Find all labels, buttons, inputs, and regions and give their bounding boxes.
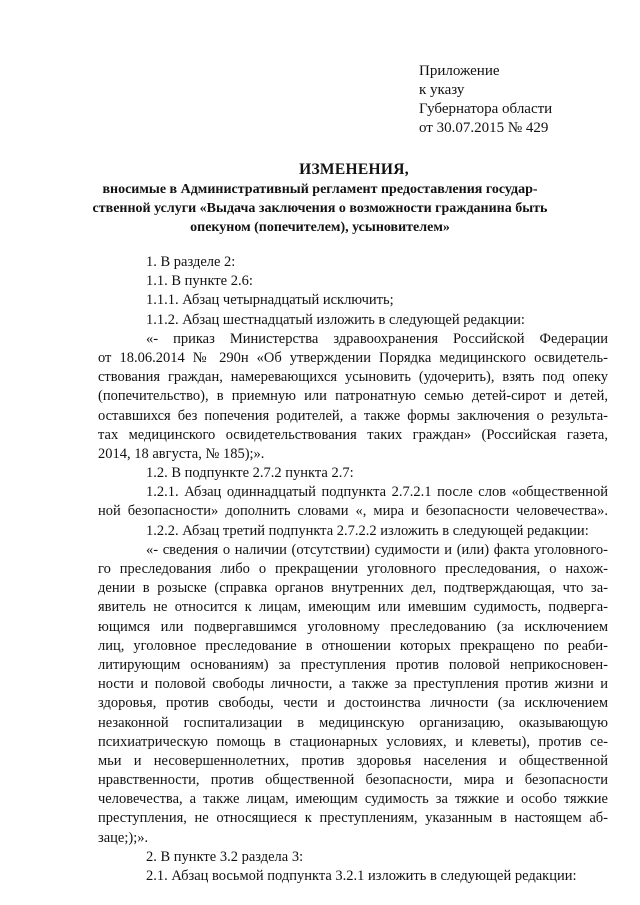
body-line: преступления, не относящиеся к преступлениям, указанным в настоящем аб-: [98, 810, 608, 827]
body-line: 1.2.1. Абзац одиннадцатый подпункта 2.7.2.1 после слов «общественной: [146, 484, 608, 501]
appendix-line: от 30.07.2015 № 429: [419, 120, 549, 136]
body-line: ющимся или подвергавшимся уголовному преследованию (за исключением: [98, 618, 608, 635]
title-heading: ИЗМЕНЕНИЯ,: [299, 161, 409, 178]
body-line: литирующим основаниям) за преступления против половой неприкосновен-: [98, 656, 608, 673]
body-line: явитель не относится к лицам, имеющим или имевшим судимость, подверга-: [98, 599, 608, 616]
body-line: 1.1. В пункте 2.6:: [146, 273, 253, 290]
body-line: (попечительство), в приемную или патронатную семью детей-сирот и детей,: [98, 388, 608, 405]
body-line: 1.2.2. Абзац третий подпункта 2.7.2.2 изложить в следующей редакции:: [146, 522, 589, 539]
body-line: «- сведения о наличии (отсутствии) судимости и (или) факта уголовного-: [146, 541, 608, 558]
body-line: ствования граждан, намеревающихся усыновить (удочерить), взять под опеку: [98, 369, 608, 386]
appendix-header: [419, 62, 552, 138]
body-line: ности и половой свободы личности, а также за преступления против жизни и: [98, 676, 608, 693]
body-line: «- приказ Министерства здравоохранения Российской Федерации: [146, 330, 608, 347]
body-line: незаконной госпитализации в медицинскую организацию, оказывающую: [98, 714, 608, 731]
title-subline: вносимые в Административный регламент предоставления государ-: [102, 182, 538, 197]
body-line: 2014, 18 августа, № 185);».: [98, 445, 265, 462]
appendix-line: Губернатора области: [419, 101, 553, 117]
title-subline: ственной услуги «Выдача заключения о возможности гражданина быть: [92, 201, 548, 216]
body-line: здоровья, против свободы, чести и достоинства личности (за исключением: [98, 695, 608, 712]
document-title: [0, 160, 640, 237]
body-line: 1.2. В подпункте 2.7.2 пункта 2.7:: [146, 465, 354, 482]
body-line: человечества, а также лицам, имеющим судимость за тяжкие и особо тяжкие: [98, 791, 608, 808]
body-line: тах медицинского освидетельствования таких граждан» (Российская газета,: [98, 426, 608, 443]
body-line: ной безопасности» дополнить словами «, мира и безопасности человечества».: [98, 503, 608, 520]
body-line: 2. В пункте 3.2 раздела 3:: [146, 848, 304, 865]
body-line: оставшихся без попечения родителей, а также формы заключения о результа-: [98, 407, 608, 424]
title-subline: опекуном (попечителем), усыновителем»: [190, 220, 450, 235]
body-line: 1.1.1. Абзац четырнадцатый исключить;: [146, 292, 394, 309]
body-line: 1.1.2. Абзац шестнадцатый изложить в следующей редакции:: [146, 311, 525, 328]
body-line: нравственности, против общественной безопасности, мира и безопасности: [98, 772, 608, 789]
document-body: [98, 253, 608, 886]
appendix-line: Приложение: [419, 63, 500, 79]
body-line: дении в розыске (справка органов внутренних дел, подтверждающая, что за-: [98, 580, 608, 597]
appendix-line: к указу: [419, 82, 465, 98]
body-line: психиатрическую помощь в стационарных условиях, и клеветы), против се-: [98, 733, 608, 750]
body-line: мьи и несовершеннолетних, против здоровья населения и общественной: [98, 752, 608, 769]
body-line: лиц, уголовное преследование в отношении которых прекращено по реаби-: [98, 637, 608, 654]
body-line: 2.1. Абзац восьмой подпункта 3.2.1 изложить в следующей редакции:: [146, 868, 577, 884]
body-line: от 18.06.2014 № 290н «Об утверждении Порядка медицинского освидетель-: [98, 349, 608, 366]
body-line: зацe;);».: [98, 829, 149, 846]
body-line: 1. В разделе 2:: [146, 254, 236, 270]
body-line: го преследования либо о прекращении уголовного преследования, о нахож-: [98, 561, 608, 577]
